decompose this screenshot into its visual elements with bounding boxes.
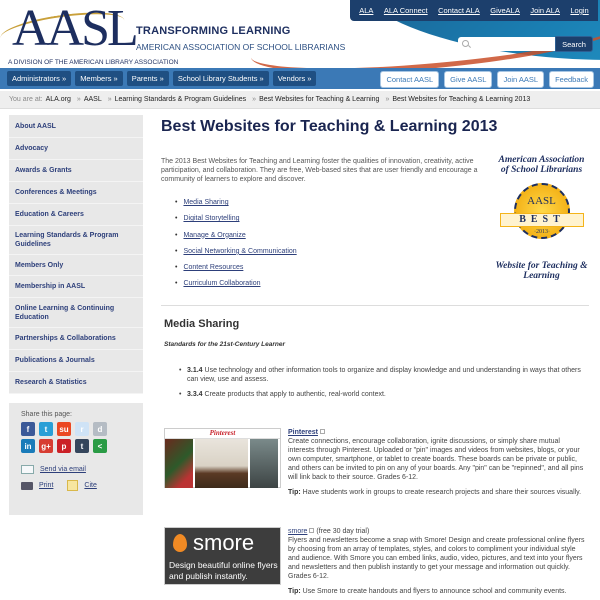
share-title: Share this page:: [21, 411, 72, 418]
toc-item: [175, 264, 297, 280]
standard-text: Create products that apply to authentic, real-world context.: [204, 391, 386, 398]
intro-text: The 2013 Best Websites for Teaching and Learning foster the qualities of innovation, creativity, active participation, and collaboration. They are free, Web-based sites that are user friendly and encourage a community of learners to explore and discover.: [161, 158, 478, 183]
sidebar-item[interactable]: Members Only: [9, 255, 143, 276]
entry-tip: [288, 488, 588, 497]
breadcrumb: [0, 91, 600, 109]
stumbleupon-icon[interactable]: su: [57, 422, 71, 436]
standard-item: [179, 366, 584, 384]
breadcrumb-aasl[interactable]: AASL: [83, 96, 102, 103]
tumblr-icon[interactable]: t: [75, 439, 89, 453]
smore-link[interactable]: smore: [288, 528, 308, 535]
pinterest-thumb-logo: Pinterest: [165, 429, 280, 439]
breadcrumb-label: You are at:: [9, 96, 43, 103]
toc-item: [175, 280, 297, 296]
toc-link[interactable]: • Media Sharing: [183, 199, 229, 206]
nav-members[interactable]: Members »: [75, 71, 123, 86]
pinterest-icon[interactable]: p: [57, 439, 71, 453]
share-icons-row: [21, 422, 131, 436]
breadcrumb-learning-standards[interactable]: Learning Standards & Program Guidelines: [114, 96, 247, 103]
toc-link[interactable]: • Manage & Organize: [183, 231, 246, 239]
nav-vendors[interactable]: Vendors »: [273, 71, 317, 86]
pencil-icon: [67, 480, 78, 491]
tip-label: Tip:: [288, 588, 301, 595]
send-via-email-link[interactable]: Send via email: [40, 466, 86, 473]
facebook-icon[interactable]: f: [21, 422, 35, 436]
nav-actions: [375, 71, 594, 88]
nav-parents[interactable]: Parents »: [127, 71, 169, 86]
standard-code: 3.1.4: [187, 367, 203, 374]
printer-icon: [21, 482, 33, 490]
join-aasl-button[interactable]: Join AASL: [497, 71, 544, 88]
share-icon[interactable]: <: [93, 439, 107, 453]
audience-nav: [0, 68, 600, 89]
toc-link[interactable]: • Curriculum Collaboration: [183, 280, 261, 288]
toc-link[interactable]: • Content Resources: [183, 264, 244, 272]
sidebar-item[interactable]: Conferences & Meetings: [9, 182, 143, 204]
link-contact-ala[interactable]: Contact ALA: [438, 6, 480, 15]
badge-caption: Website for Teaching & Learning: [495, 261, 588, 281]
link-ala[interactable]: ALA: [359, 6, 374, 15]
breadcrumb-ala[interactable]: ALA.org: [45, 96, 71, 103]
badge-ribbon: BEST: [500, 213, 584, 227]
email-share: [21, 465, 131, 474]
link-giveala[interactable]: GiveALA: [490, 6, 520, 15]
tip-text: Have students work in groups to create research projects and share their sources visually.: [302, 489, 582, 496]
external-link-icon: [309, 528, 314, 533]
sidebar-item[interactable]: Education & Careers: [9, 204, 143, 226]
breadcrumb-separator: »: [107, 96, 112, 103]
entry-body: [288, 527, 588, 596]
standard-item: [179, 390, 584, 399]
pinterest-thumb-images: [165, 439, 280, 488]
standard-code: 3.3.4: [187, 391, 203, 398]
search-icon: [462, 40, 469, 47]
nav-school-library-students[interactable]: School Library Students »: [173, 71, 269, 86]
sidebar-item[interactable]: About AASL: [9, 115, 143, 138]
sidebar-item[interactable]: Awards & Grants: [9, 160, 143, 182]
pinterest-link[interactable]: Pinterest: [288, 429, 318, 436]
toc-link[interactable]: • Digital Storytelling: [183, 215, 240, 223]
divider: [161, 305, 589, 306]
badge-org-text: American Association of School Librarians: [498, 155, 585, 175]
give-aasl-button[interactable]: Give AASL: [444, 71, 492, 88]
pinterest-thumbnail[interactable]: [164, 428, 281, 488]
smore-thumbnail[interactable]: [164, 527, 281, 585]
sidebar-item[interactable]: Partnerships & Collaborations: [9, 328, 143, 350]
sidebar-nav: [9, 115, 143, 394]
link-login[interactable]: Login: [570, 6, 589, 15]
standards-list: [179, 366, 584, 405]
aasl-logo[interactable]: AASL: [12, 0, 136, 57]
twitter-icon[interactable]: t: [39, 422, 53, 436]
flame-icon: [173, 534, 187, 552]
section-subtitle: Standards for the 21st-Century Learner: [164, 341, 286, 348]
sidebar-item[interactable]: Online Learning & Continuing Education: [9, 298, 143, 328]
delicious-icon[interactable]: d: [93, 422, 107, 436]
toc-item: [175, 199, 297, 215]
best-website-badge: [494, 155, 589, 295]
share-panel: [9, 403, 143, 515]
toc-item: [175, 248, 297, 264]
entry-description: Create connections, encourage collaboration, ignite discussions, or simply share mutual interests through Pinterest. Uploaded or "pin" images and videos from websites, blogs, or your own computer, smartphone, or tablet to create boards. These boards can be private or public, and others can be invited to pin on any of your boards. Any "pin" can be "repinned", and all pins will link back to their source. Grades 6-12.: [288, 438, 584, 481]
smore-thumb-tagline: Design beautiful online flyers and publish instantly.: [169, 560, 278, 581]
ala-top-links: [350, 0, 598, 21]
googleplus-icon[interactable]: g+: [39, 439, 53, 453]
standard-text: Use technology and other information tools to organize and display knowledge and und understanding in ways that others can view, use and assess.: [187, 367, 581, 383]
tagline: TRANSFORMING LEARNING: [136, 25, 291, 37]
search-button[interactable]: Search: [555, 36, 593, 52]
linkedin-icon[interactable]: in: [21, 439, 35, 453]
sidebar-item[interactable]: Learning Standards & Program Guidelines: [9, 226, 143, 255]
sidebar-item[interactable]: Membership in AASL: [9, 276, 143, 298]
entry-body: [288, 428, 588, 497]
feedback-button[interactable]: Feedback: [549, 71, 594, 88]
breadcrumb-best-websites[interactable]: Best Websites for Teaching & Learning: [259, 96, 380, 103]
tip-label: Tip:: [288, 489, 301, 496]
page-title: Best Websites for Teaching & Learning 2013: [161, 118, 498, 135]
nav-administrators[interactable]: Administrators »: [7, 71, 71, 86]
entry-description: Flyers and newsletters become a snap with Smore! Design and create professional online flyers by choosing from an array of templates, styles, and colors to compliment your individual style and audience. With Smore you can embed links, audio, video, pictures, and text into your flyers and newsletters and then publish instantly to get your message and information out quickly. Grades 6-12.: [288, 537, 585, 580]
org-name: AMERICAN ASSOCIATION OF SCHOOL LIBRARIANS: [136, 42, 346, 52]
link-join-ala[interactable]: Join ALA: [530, 6, 560, 15]
tip-text: Use Smore to create handouts and flyers to announce school and community events.: [302, 588, 567, 595]
external-link-icon: [320, 429, 325, 434]
share-icons-row: [21, 439, 131, 453]
breadcrumb-current: Best Websites for Teaching & Learning 2013: [392, 96, 531, 103]
sidebar-item[interactable]: Publications & Journals: [9, 350, 143, 372]
entry-note: (free 30 day trial): [316, 528, 370, 535]
contact-aasl-button[interactable]: Contact AASL: [380, 71, 439, 88]
badge-year: ·2013·: [534, 229, 550, 235]
reddit-icon[interactable]: r: [75, 422, 89, 436]
sidebar-item[interactable]: Advocacy: [9, 138, 143, 160]
breadcrumb-separator: »: [252, 96, 257, 103]
entry-tip: [288, 587, 588, 596]
badge-logo: AASL: [527, 195, 556, 207]
category-toc: [175, 199, 297, 297]
toc-link[interactable]: • Social Networking & Communication: [183, 247, 297, 255]
section-title: Media Sharing: [164, 318, 240, 330]
site-header: [0, 0, 600, 68]
link-ala-connect[interactable]: ALA Connect: [383, 6, 428, 15]
cite-link[interactable]: Cite: [84, 482, 97, 489]
breadcrumb-separator: »: [385, 96, 390, 103]
print-link[interactable]: Print: [39, 482, 54, 489]
smore-thumb-logo: smore: [193, 530, 255, 555]
search-input[interactable]: [458, 37, 555, 51]
envelope-icon: [21, 465, 34, 474]
sidebar-item[interactable]: Research & Statistics: [9, 372, 143, 394]
print-cite-row: [21, 480, 131, 491]
division-text: A DIVISION OF THE AMERICAN LIBRARY ASSOCIATION: [8, 59, 179, 66]
toc-item: [175, 232, 297, 248]
breadcrumb-separator: »: [76, 96, 81, 103]
toc-item: [175, 215, 297, 231]
